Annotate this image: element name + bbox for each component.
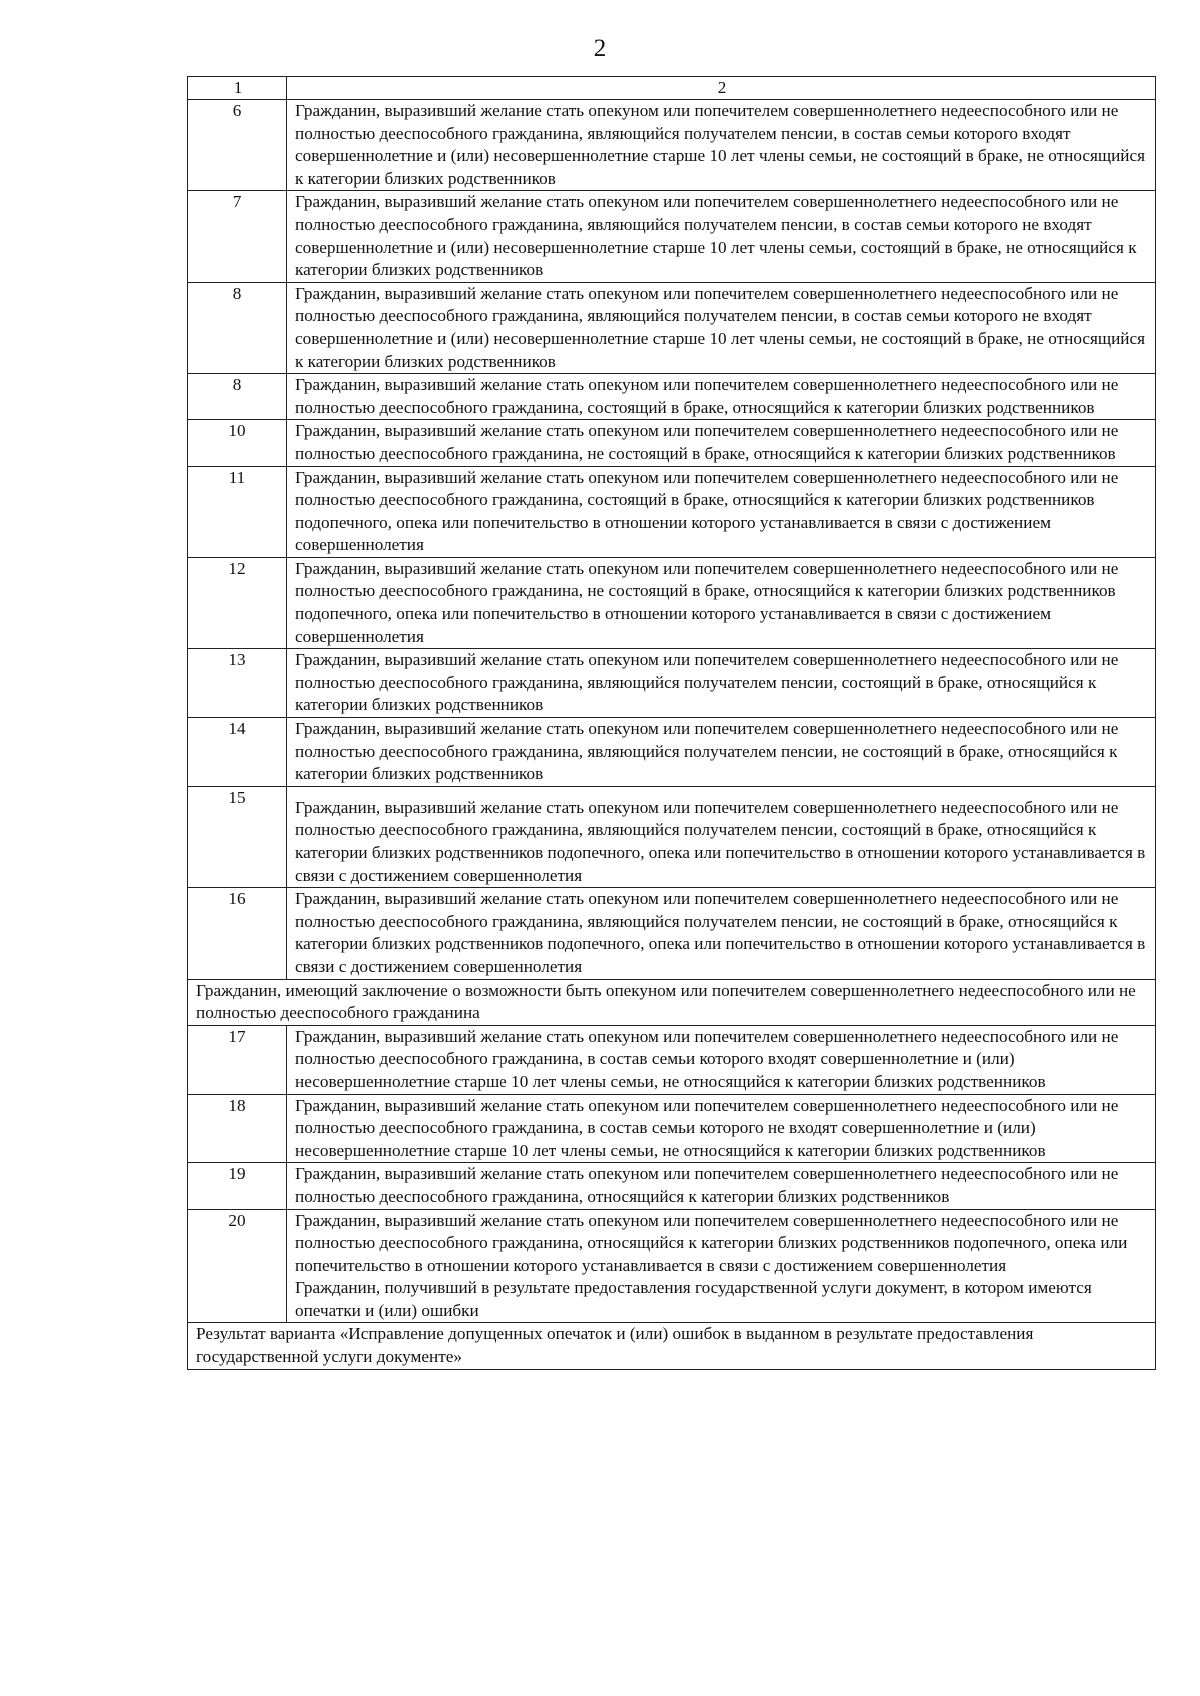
result-row-text: Результат варианта «Исправление допущенных опечаток и (или) ошибок в выданном в результате предоставления государственной услуги документе» [188, 1323, 1156, 1369]
row-text: Гражданин, выразивший желание стать опекуном или попечителем совершеннолетнего недееспособного или не полностью дееспособного гражданина, являющийся получателем пенсии, в состав семьи которого не входят совершеннолетние и (или) несовершеннолетние старше 10 лет члены семьи, состоящий в браке, не относящийся к категории близких родственников [287, 191, 1156, 282]
table-row [188, 191, 1156, 282]
row-text: Гражданин, выразивший желание стать опекуном или попечителем совершеннолетнего недееспособного или не полностью дееспособного гражданина, относящийся к категории близких родственников [287, 1163, 1156, 1209]
row-text: Гражданин, выразивший желание стать опекуном или попечителем совершеннолетнего недееспособного или не полностью дееспособного гражданина, не состоящий в браке, относящийся к категории близких родственников [287, 420, 1156, 466]
row-number: 16 [188, 888, 287, 979]
row-text: Гражданин, выразивший желание стать опекуном или попечителем совершеннолетнего недееспособного или не полностью дееспособного гражданина, относящийся к категории близких родственников подопечного, опека или попечительство в отношении которого устанавливается в связи с достижением совершеннолетия [295, 1210, 1128, 1275]
table-row [188, 557, 1156, 648]
row-text: Гражданин, выразивший желание стать опекуном или попечителем совершеннолетнего недееспособного или не полностью дееспособного гражданина, в состав семьи которого входят совершеннолетние и (или) несовершеннолетние старше 10 лет члены семьи, не относящийся к категории близких родственников [287, 1025, 1156, 1094]
row-text: Гражданин, выразивший желание стать опекуном или попечителем совершеннолетнего недееспособного или не полностью дееспособного гражданина, являющийся получателем пенсии, в состав семьи которого не входят совершеннолетние и (или) несовершеннолетние старше 10 лет члены семьи, не состоящий в браке, не относящийся к категории близких родственников [287, 282, 1156, 373]
row-number: 17 [188, 1025, 287, 1094]
row-number: 7 [188, 191, 287, 282]
row-number: 8 [188, 282, 287, 373]
table-row [188, 100, 1156, 191]
row-text-group [287, 1209, 1156, 1323]
row-number: 11 [188, 466, 287, 557]
row-number: 15 [188, 786, 287, 887]
row-number: 20 [188, 1209, 287, 1323]
section-row-text: Гражданин, имеющий заключение о возможности быть опекуном или попечителем совершеннолетнего недееспособного или не полностью дееспособного гражданина [188, 979, 1156, 1025]
result-row [188, 1323, 1156, 1369]
row-text: Гражданин, выразивший желание стать опекуном или попечителем совершеннолетнего недееспособного или не полностью дееспособного гражданина, являющийся получателем пенсии, в состав семьи которого входят совершеннолетние и (или) несовершеннолетние старше 10 лет члены семьи, не состоящий в браке, не относящийся к категории близких родственников [287, 100, 1156, 191]
table-row [188, 282, 1156, 373]
table-row [188, 1163, 1156, 1209]
row-text-secondary: Гражданин, получивший в результате предоставления государственной услуги документ, в котором имеются опечатки и (или) ошибки [295, 1278, 1092, 1320]
header-col-2: 2 [287, 77, 1156, 100]
row-text: Гражданин, выразивший желание стать опекуном или попечителем совершеннолетнего недееспособного или не полностью дееспособного гражданина, являющийся получателем пенсии, не состоящий в браке, относящийся к категории близких родственников подопечного, опека или попечительство в отношении которого устанавливается в связи с достижением совершеннолетия [287, 888, 1156, 979]
row-number: 10 [188, 420, 287, 466]
row-text: Гражданин, выразивший желание стать опекуном или попечителем совершеннолетнего недееспособного или не полностью дееспособного гражданина, состоящий в браке, относящийся к категории близких родственников подопечного, опека или попечительство в отношении которого устанавливается в связи с достижением совершеннолетия [287, 466, 1156, 557]
table-row [188, 420, 1156, 466]
page-number: 2 [593, 35, 607, 62]
table-row [188, 718, 1156, 787]
row-number: 8 [188, 374, 287, 420]
row-number: 12 [188, 557, 287, 648]
row-number: 18 [188, 1094, 287, 1163]
variants-table [187, 76, 1156, 1370]
row-number: 19 [188, 1163, 287, 1209]
row-text: Гражданин, выразивший желание стать опекуном или попечителем совершеннолетнего недееспособного или не полностью дееспособного гражданина, состоящий в браке, относящийся к категории близких родственников [287, 374, 1156, 420]
row-text: Гражданин, выразивший желание стать опекуном или попечителем совершеннолетнего недееспособного или не полностью дееспособного гражданина, не состоящий в браке, относящийся к категории близких родственников подопечного, опека или попечительство в отношении которого устанавливается в связи с достижением совершеннолетия [287, 557, 1156, 648]
table-row [188, 1094, 1156, 1163]
header-col-1: 1 [188, 77, 287, 100]
table-row [188, 374, 1156, 420]
row-number: 6 [188, 100, 287, 191]
row-text: Гражданин, выразивший желание стать опекуном или попечителем совершеннолетнего недееспособного или не полностью дееспособного гражданина, в состав семьи которого не входят совершеннолетние и (или) несовершеннолетние старше 10 лет члены семьи, не относящийся к категории близких родственников [287, 1094, 1156, 1163]
table-row [188, 649, 1156, 718]
table-row [188, 888, 1156, 979]
table-row [188, 786, 1156, 887]
table-row [188, 1025, 1156, 1094]
table-row [188, 1209, 1156, 1323]
table-header-row [188, 77, 1156, 100]
row-text: Гражданин, выразивший желание стать опекуном или попечителем совершеннолетнего недееспособного или не полностью дееспособного гражданина, являющийся получателем пенсии, состоящий в браке, относящийся к категории близких родственников подопечного, опека или попечительство в отношении которого устанавливается в связи с достижением совершеннолетия [287, 786, 1156, 887]
row-number: 13 [188, 649, 287, 718]
table-row [188, 466, 1156, 557]
section-row [188, 979, 1156, 1025]
row-text: Гражданин, выразивший желание стать опекуном или попечителем совершеннолетнего недееспособного или не полностью дееспособного гражданина, являющийся получателем пенсии, не состоящий в браке, относящийся к категории близких родственников [287, 718, 1156, 787]
row-number: 14 [188, 718, 287, 787]
row-text: Гражданин, выразивший желание стать опекуном или попечителем совершеннолетнего недееспособного или не полностью дееспособного гражданина, являющийся получателем пенсии, состоящий в браке, относящийся к категории близких родственников [287, 649, 1156, 718]
